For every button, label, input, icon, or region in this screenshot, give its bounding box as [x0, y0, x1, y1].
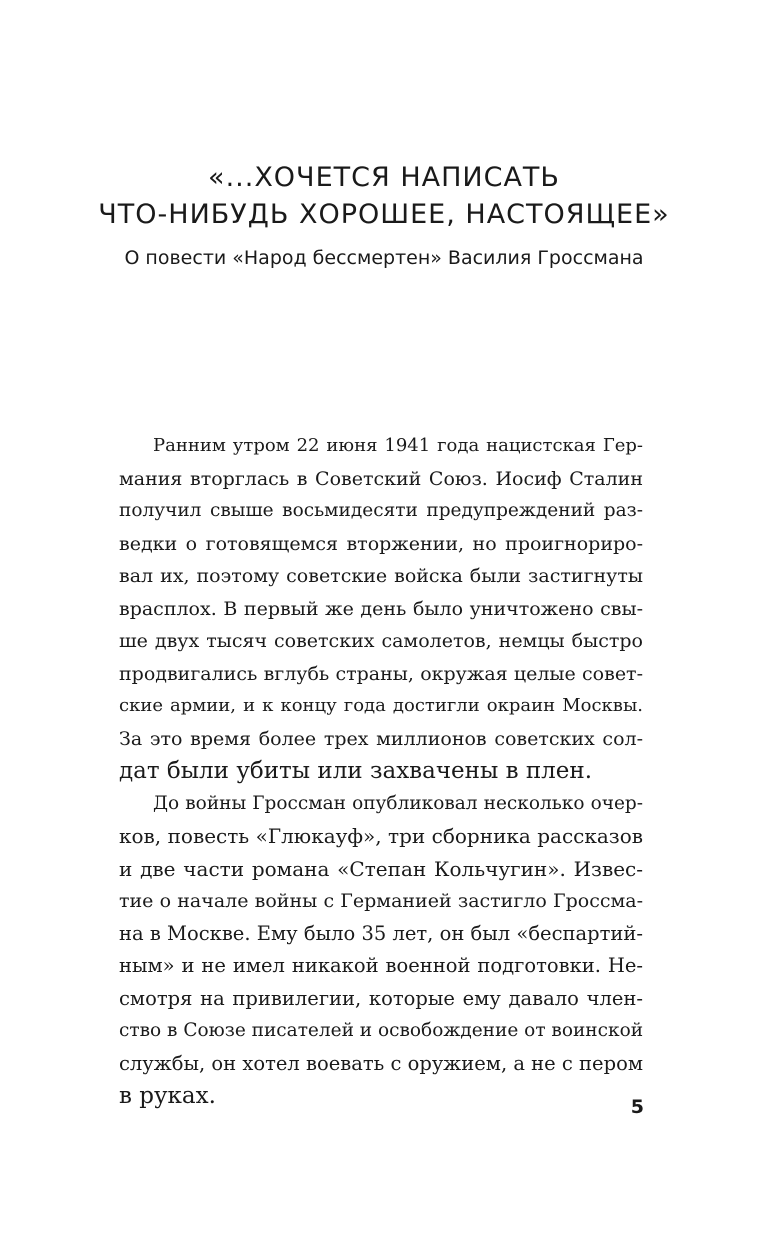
text-line: службы, он хотел воевать с оружием, а не с пером: [119, 1051, 643, 1075]
text-line: мания вторглась в Советский Союз. Иосиф Сталин: [119, 467, 643, 490]
text-line: получил свыше восьмидесяти предупреждений раз-: [119, 500, 643, 521]
paragraph-1: [119, 430, 643, 788]
paragraph-2: [119, 788, 643, 1113]
text-line: тие о начале войны с Германией застигло Гроссма-: [119, 890, 643, 912]
text-line: ше двух тысяч советских самолетов, немцы быстро: [119, 630, 643, 652]
chapter-title-line-2: ЧТО-НИБУДЬ ХОРОШЕЕ, НАСТОЯЩЕЕ»: [98, 199, 670, 230]
chapter-title-line-1: «...ХОЧЕТСЯ НАПИСАТЬ: [208, 162, 560, 193]
text-line: ведки о готовящемся вторжении, но проигнориро-: [119, 532, 643, 555]
text-line: на в Москве. Ему было 35 лет, он был «беспартий-: [119, 921, 643, 945]
text-line: ские армии, и к концу года достигли окраин Москвы.: [119, 695, 643, 716]
text-line: врасплох. В первый же день было уничтожено свы-: [119, 597, 643, 620]
text-line: ство в Союзе писателей и освобождение от воинской: [119, 1020, 644, 1041]
text-line: продвигались вглубь страны, окружая целые совет-: [119, 662, 643, 685]
text-line: ным» и не имел никакой военной подготовки. Не-: [119, 954, 643, 977]
chapter-subtitle: О повести «Народ бессмертен» Василия Гроссмана: [124, 247, 644, 269]
text-line: Ранним утром 22 июня 1941 года нацистская Гер-: [153, 435, 643, 456]
text-line: вал их, поэтому советские войска были застигнуты: [119, 565, 643, 587]
text-line: в руках.: [119, 1083, 216, 1109]
body-text: [119, 430, 643, 1113]
page-number: 5: [630, 1096, 644, 1118]
text-line: дат были убиты или захвачены в плен.: [119, 758, 593, 784]
text-line: За это время более трех миллионов советских сол-: [119, 727, 643, 750]
text-line: и две части романа «Степан Кольчугин». Извес-: [119, 856, 643, 881]
text-line: ков, повесть «Глюкауф», три сборника рассказов: [119, 824, 643, 848]
text-line: До войны Гроссман опубликовал несколько очер-: [153, 792, 643, 814]
text-line: смотря на привилегии, которые ему давало член-: [119, 986, 643, 1010]
